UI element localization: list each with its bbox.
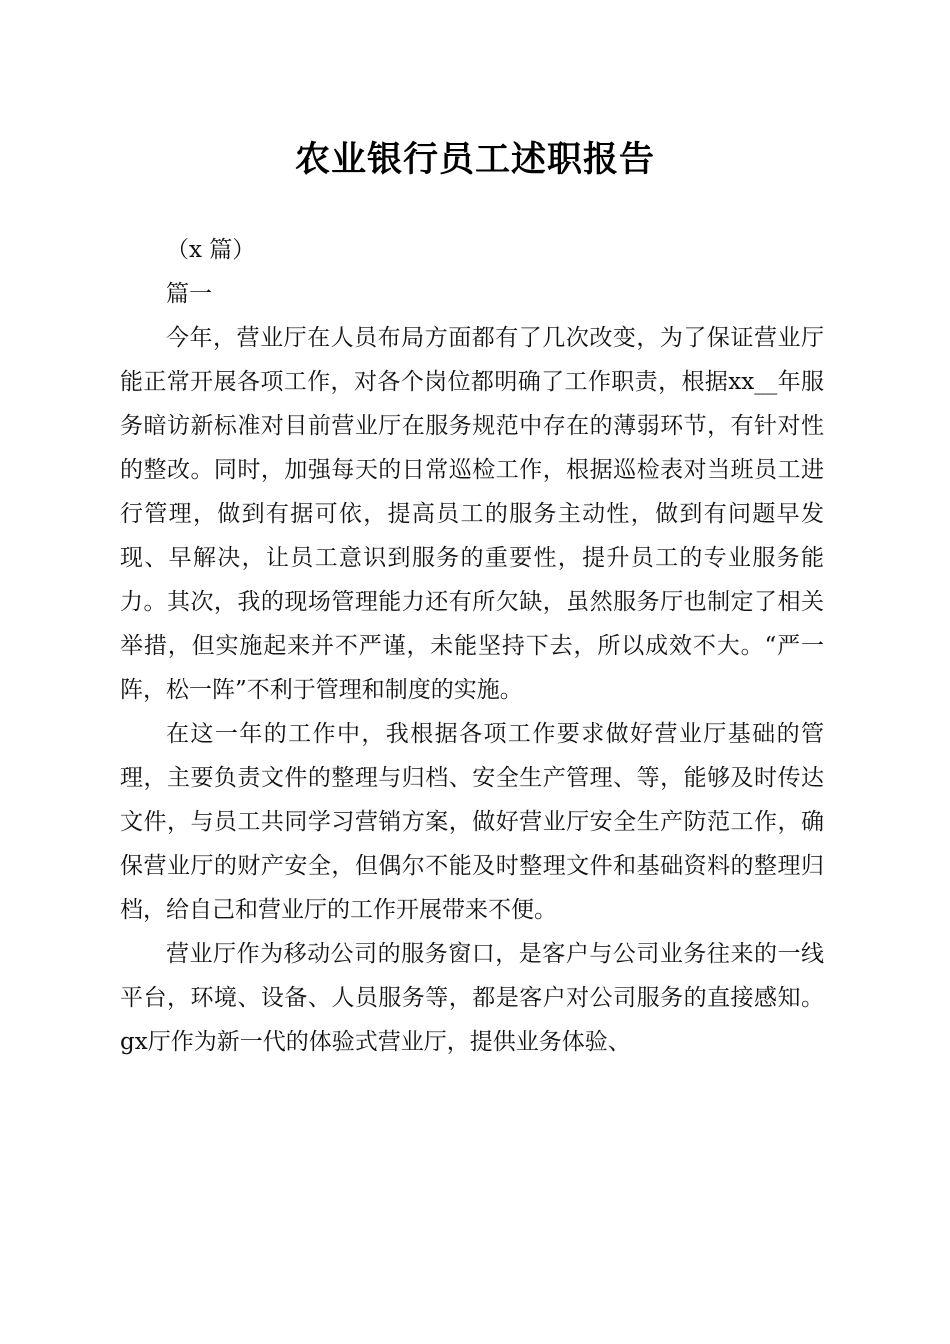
section-label: 篇一 [166, 281, 212, 307]
paragraph: 在这一年的工作中，我根据各项工作要求做好营业厅基础的管理，主要负责文件的整理与归档、安全生产管理、等，能够及时传达文件，与员工共同学习营销方案，做好营业厅安全生产防范工作，确保营业厅的财产安全，但偶尔不能及时整理文件和基础资料的整理归档，给自己和营业厅的工作开展带来不便。 [120, 721, 824, 923]
document-subtitle: （x 篇） [166, 237, 256, 263]
document-body [120, 228, 824, 1064]
paragraph: 营业厅作为移动公司的服务窗口，是客户与公司业务往来的一线平台，环境、设备、人员服务等，都是客户对公司服务的直接感知。gx厅作为新一代的体验式营业厅，提供业务体验、 [120, 941, 824, 1055]
paragraph: 今年，营业厅在人员布局方面都有了几次改变，为了保证营业厅能正常开展各项工作，对各个岗位都明确了工作职责，根据xx__年服务暗访新标准对目前营业厅在服务规范中存在的薄弱环节，有针对性的整改。同时，加强每天的日常巡检工作，根据巡检表对当班员工进行管理，做到有据可依，提高员工的服务主动性，做到有问题早发现、早解决，让员工意识到服务的重要性，提升员工的专业服务能力。其次，我的现场管理能力还有所欠缺，虽然服务厅也制定了相关举措，但实施起来并不严谨，未能坚持下去，所以成效不大。“严一阵，松一阵”不利于管理和制度的实施。 [120, 325, 824, 703]
document-title: 农业银行员工述职报告 [294, 139, 655, 180]
